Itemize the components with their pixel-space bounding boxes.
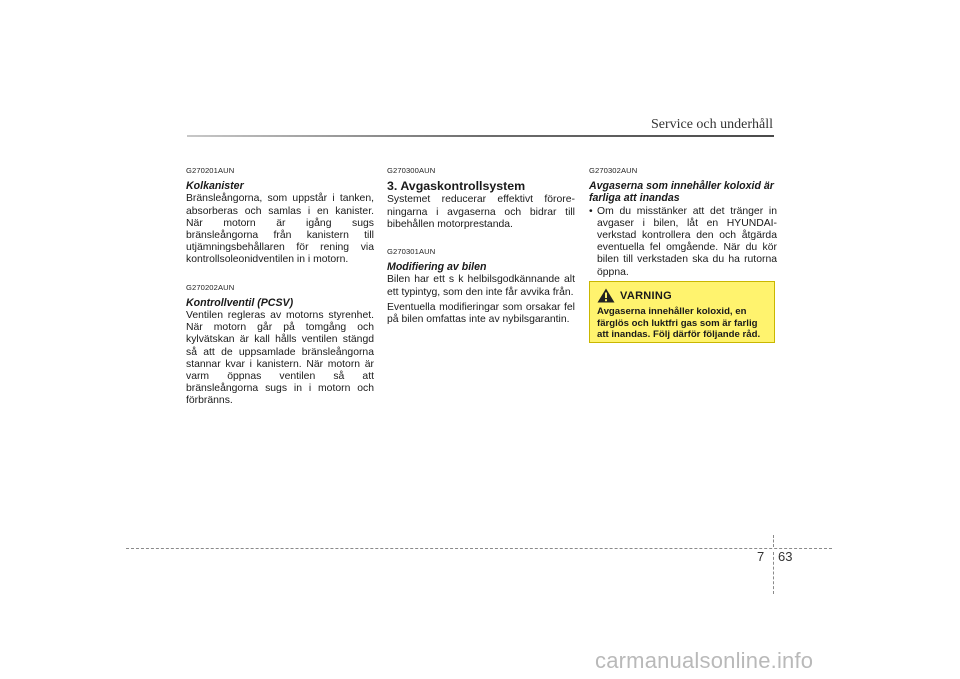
paragraph: Bilen har ett s k helbilsgodkännande alt ett typintyg, som den inte får avvika från. — [387, 274, 575, 298]
subheading-kontrollventil: Kontrollventil (PCSV) — [186, 296, 294, 309]
column-3 — [589, 165, 777, 279]
paragraph: Bränsleångorna, som uppstår i tanken, absorberas och samlas i en kanister. När motorn är igång sugs bränsleångorna från kanistern till utjämningsbehållaren för rening via kontrollsoleonidventilen in i motorn. — [186, 193, 374, 266]
warning-text: Avgaserna innehåller koloxid, en färglös och luktfri gas som är farlig att inandas. Följ därför följande råd. — [597, 306, 761, 341]
page-number: 63 — [778, 549, 793, 564]
section-code: G270202AUN — [186, 282, 235, 292]
warning-box — [589, 281, 775, 343]
paragraph: Eventuella modifieringar som orsakar fel på bilen omfattas inte av nybilsgarantin. — [387, 301, 575, 326]
section-code: G270301AUN — [387, 247, 436, 257]
subheading-kolkanister: Kolkanister — [186, 180, 244, 193]
watermark: carmanualsonline.info — [595, 648, 814, 673]
section-code: G270300AUN — [387, 166, 436, 175]
bullet-marker: • — [589, 205, 593, 217]
footer-divider — [773, 552, 774, 594]
header-rule — [187, 135, 774, 137]
footer-rule — [126, 548, 832, 549]
section-code: G270201AUN — [186, 166, 235, 175]
warning-title: VARNING — [620, 289, 673, 302]
heading-avgaskontrollsystem: 3. Avgaskontrollsystem — [387, 179, 526, 194]
warning-triangle-icon — [597, 288, 615, 303]
warning-header — [597, 288, 768, 303]
column-1 — [186, 165, 374, 408]
chapter-number: 7 — [757, 549, 765, 564]
bullet-text: Om du misstänker att det tränger in avgaser i bilen, låt en HYUNDAI-verkstad kontrollera den och åtgärda eventuella fel omgående. När du kör bilen till verkstaden ska du ha rutorna öppna. — [597, 205, 777, 278]
subheading-koloxid: Avgaserna som innehåller koloxid är farliga att inandas — [589, 180, 774, 205]
paragraph: Ventilen regleras av motorns styrenhet. När motorn går på tomgång och kylvätskan är kall hålls ventilen stängd så att de uppsamlade bränsleångorna stannar kvar i kanistern. När motorn är varm öppnas ventilen så att bränsleångorna sugs in i motorn och förbränns. — [186, 310, 374, 407]
footer-divider — [773, 535, 774, 547]
section-code: G270302AUN — [589, 166, 638, 175]
subheading-modifiering: Modifiering av bilen — [387, 261, 487, 274]
section-title: Service och underhåll — [650, 117, 773, 132]
column-2 — [387, 165, 575, 326]
paragraph: Systemet reducerar effektivt förore-ningarna i avgaserna och bidrar till bibehållen motorprestanda. — [387, 194, 575, 230]
list-item — [589, 206, 777, 279]
